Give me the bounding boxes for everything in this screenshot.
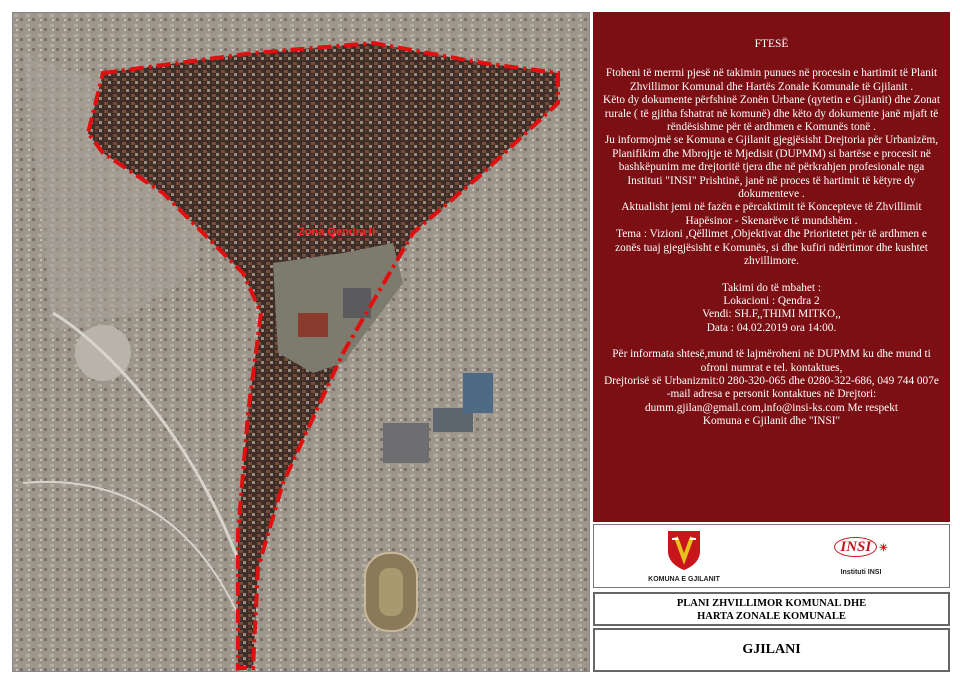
paragraph-information: Ju informojmë se Komuna e Gjilanit gjegjësisht Drejtoria për Urbanizëm, Planifikim dhe Mbrojtje të Mjedisit (DUPMM) si bartëse e procesit në bashkëpunim me drejtoritë tjera dhe në përkrahjen profesionale nga Instituti "INSI" Prishtinë, janë në proces të hartimit të këtyre dy dokumenteve . [604, 134, 939, 201]
spacer [603, 269, 940, 282]
city-box [593, 628, 950, 672]
institute-mark: INSI [834, 537, 877, 557]
star-icon: ✳ [879, 543, 888, 554]
institute-logo-block [806, 529, 916, 576]
municipality-logo-block [634, 529, 734, 583]
contact-details: Drejtorisë së Urbanizmit:0 280-320-065 dhe 0280-322-686, 049 744 007e -mail adresa e personit kontaktues në Drejtori: dumm.gjilan@gmail.com,info@insi-ks.com Me respekt [604, 374, 939, 414]
plan-title-line1: PLANI ZHVILLIMOR KOMUNAL DHE [676, 598, 867, 609]
institute-logo-icon [806, 529, 916, 567]
large-building [383, 423, 429, 463]
map-svg [13, 13, 590, 672]
municipality-name: KOMUNA E GJILANIT [648, 576, 720, 583]
municipality-emblem-icon [664, 529, 704, 571]
logos-box [593, 524, 950, 588]
building-red-roof [298, 313, 328, 337]
contact-intro: Për informata shtesë,mund të lajmëroheni në DUPMM ku dhe mund ti ofroni numrat e tel. kontaktues, [612, 348, 931, 374]
stadium-field [379, 568, 403, 616]
zone-label: Zona Qendra II [298, 226, 376, 238]
institute-name: Instituti INSI [840, 569, 882, 576]
city-name: GJILANI [742, 642, 801, 657]
plan-title-line2: HARTA ZONALE KOMUNALE [697, 611, 846, 622]
paragraph-intro: Ftoheni të merrni pjesë në takimin punues në procesin e hartimit të Planit Zhvillimor Komunal dhe Hartës Zonale Komunale të Gjilanit . [605, 67, 938, 93]
blue-roof-building [463, 373, 493, 413]
announcement-title: FTESË [754, 38, 789, 50]
spacer [603, 335, 940, 348]
paragraph-documents: Këto dy dokumente përfshinë Zonën Urbane (qytetin e Gjilanit) dhe Zonat rurale ( të gjitha fshatrat në komunë) dhe këto dy dokumente janë mjaft të rëndësishme për të ardhmen e Komunës tonë . [603, 94, 940, 134]
contact-signature: Komuna e Gjilanit dhe "INSI" [702, 415, 841, 428]
paragraph-phase: Aktualisht jemi në fazën e përcaktimit të Koncepteve të Zhvillimit Hapësinor - Skenarëve të mundshëm . [621, 201, 922, 227]
meeting-venue: Vendi: SH.F,,THIMI MITKO,, [702, 308, 841, 321]
paragraph-topic: Tema : Vizioni ,Qëllimet ,Objektivat dhe Prioritetet për të ardhmen e zonës tuaj gjegjësisht e Komunës, si dhe kufiri ndërtimor dhe kushtet zhvillimore. [615, 228, 928, 268]
aerial-map [12, 12, 590, 672]
meeting-heading: Takimi do të mbahet : [722, 281, 821, 294]
plan-title-box [593, 592, 950, 626]
meeting-location: Lokacioni : Qendra 2 [723, 294, 820, 307]
meeting-date: Data : 04.02.2019 ora 14:00. [706, 321, 837, 334]
announcement-panel [593, 12, 950, 522]
